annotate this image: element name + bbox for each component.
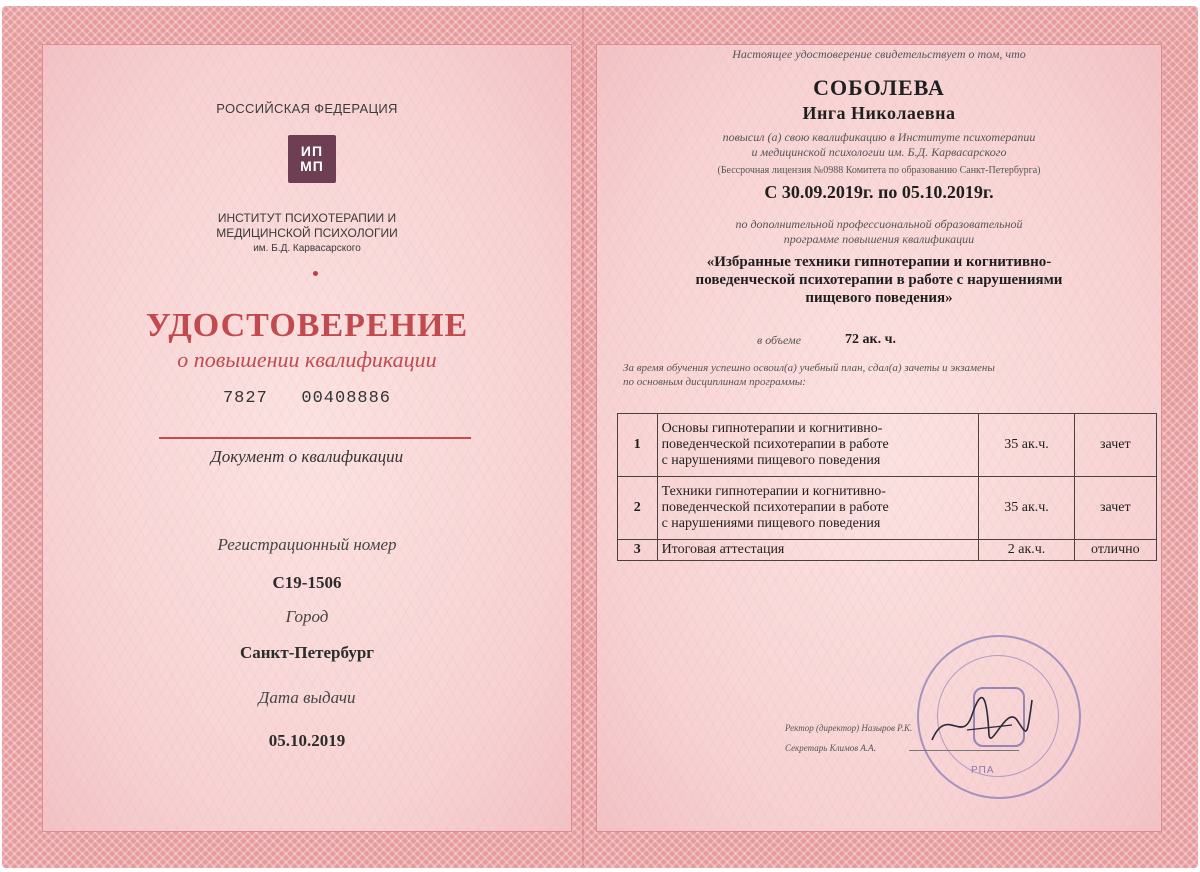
serial-digits: 00408886: [301, 389, 392, 408]
volume-label: в объеме: [757, 333, 802, 347]
document-type: Документ о квалификации: [210, 447, 404, 466]
holder-surname: СОБОЛЕВА: [813, 75, 945, 100]
registration-label: Регистрационный номер: [217, 535, 397, 554]
discipline-hours: 35 ак.ч.: [979, 414, 1074, 477]
program-title-line-3: пищевого поведения»: [805, 290, 953, 306]
rector-signature-line: Ректор (директор) Назыров Р.К.: [785, 723, 913, 733]
country-name: РОССИЙСКАЯ ФЕДЕРАЦИЯ: [216, 101, 398, 116]
issue-date: 05.10.2019: [268, 731, 346, 750]
program-lead-line-2: программе повышения квалификации: [783, 232, 975, 246]
discipline-number: 2: [618, 477, 658, 540]
divider-line: [159, 437, 471, 439]
program-title-line-2: поведенческой психотерапии в работе с нарушениями: [695, 272, 1063, 288]
table-row: [618, 477, 1157, 540]
license-text: (Бессрочная лицензия №0988 Комитета по образованию Санкт-Петербурга): [717, 165, 1041, 176]
issue-date-label: Дата выдачи: [258, 688, 356, 707]
discipline-hours: 2 ак.ч.: [979, 540, 1074, 561]
discipline-name-line: Основы гипнотерапии и когнитивно-: [661, 421, 883, 436]
city-label: Город: [285, 607, 329, 626]
discipline-result: отлично: [1074, 540, 1156, 561]
handwritten-signature-icon: [927, 685, 1037, 755]
holder-name: Инга Николаевна: [802, 103, 956, 123]
right-page: [596, 44, 1162, 832]
registration-number: С19-1506: [272, 573, 342, 592]
secretary-signature-line: Секретарь Климов А.А.: [785, 743, 876, 753]
discipline-name: [657, 477, 979, 540]
discipline-name-line: поведенческой психотерапии в работе: [661, 500, 889, 515]
discipline-number: 3: [618, 540, 658, 561]
spine-fold: [582, 8, 584, 866]
improved-line-1: повысил (а) свою квалификацию в Институте психотерапии: [722, 130, 1036, 144]
institute-logo-icon: [288, 135, 336, 183]
discipline-result: зачет: [1074, 414, 1156, 477]
discipline-number: 1: [618, 414, 658, 477]
discipline-name-line: поведенческой психотерапии в работе: [661, 437, 889, 452]
table-row: [618, 414, 1157, 477]
institute-line-1: ИНСТИТУТ ПСИХОТЕРАПИИ И: [217, 211, 397, 225]
study-period: С 30.09.2019г. по 05.10.2019г.: [764, 182, 994, 202]
document-title: УДОСТОВЕРЕНИЕ: [145, 307, 469, 344]
discipline-name-line: с нарушениями пищевого поведения: [661, 516, 881, 531]
discipline-name: [657, 414, 979, 477]
institute-line-3: им. Б.Д. Карвасарского: [253, 243, 361, 254]
serial-number: [43, 389, 571, 408]
discipline-name-line: с нарушениями пищевого поведения: [661, 453, 881, 468]
program-title: [617, 253, 1141, 307]
table-row: [618, 540, 1157, 561]
discipline-hours: 35 ак.ч.: [979, 477, 1074, 540]
decorative-dot-icon: [313, 271, 318, 276]
improved-text: [597, 130, 1161, 160]
logo-line-1: ИП: [300, 143, 324, 159]
seal-abbreviation: РПА: [971, 765, 995, 776]
disciplines-table: [617, 413, 1157, 561]
institute-line-2: МЕДИЦИНСКОЙ ПСИХОЛОГИИ: [216, 226, 398, 240]
mastered-text: [623, 361, 1143, 389]
program-lead-text: [597, 217, 1161, 247]
left-page: [42, 44, 572, 832]
discipline-name-line: Техники гипнотерапии и когнитивно-: [661, 484, 886, 499]
program-title-line-1: «Избранные техники гипнотерапии и когнитивно-: [706, 254, 1052, 270]
mastered-line-2: по основным дисциплинам программы:: [623, 376, 806, 388]
logo-line-2: МП: [300, 158, 324, 174]
city-value: Санкт-Петербург: [239, 643, 375, 662]
mastered-line-1: За время обучения успешно освоил(а) учебный план, сдал(а) зачеты и экзамены: [623, 362, 995, 374]
program-lead-line-1: по дополнительной профессиональной образовательной: [735, 217, 1023, 231]
serial-series: 7827: [222, 389, 268, 408]
discipline-result: зачет: [1074, 477, 1156, 540]
institute-name: [43, 211, 571, 256]
intro-text: Настоящее удостоверение свидетельствует о том, что: [732, 47, 1026, 61]
discipline-name: Итоговая аттестация: [657, 540, 979, 561]
document-subtitle: о повышении квалификации: [177, 347, 437, 372]
improved-line-2: и медицинской психологии им. Б.Д. Карвасарского: [751, 145, 1007, 159]
volume-value: 72 ак. ч.: [845, 332, 896, 347]
